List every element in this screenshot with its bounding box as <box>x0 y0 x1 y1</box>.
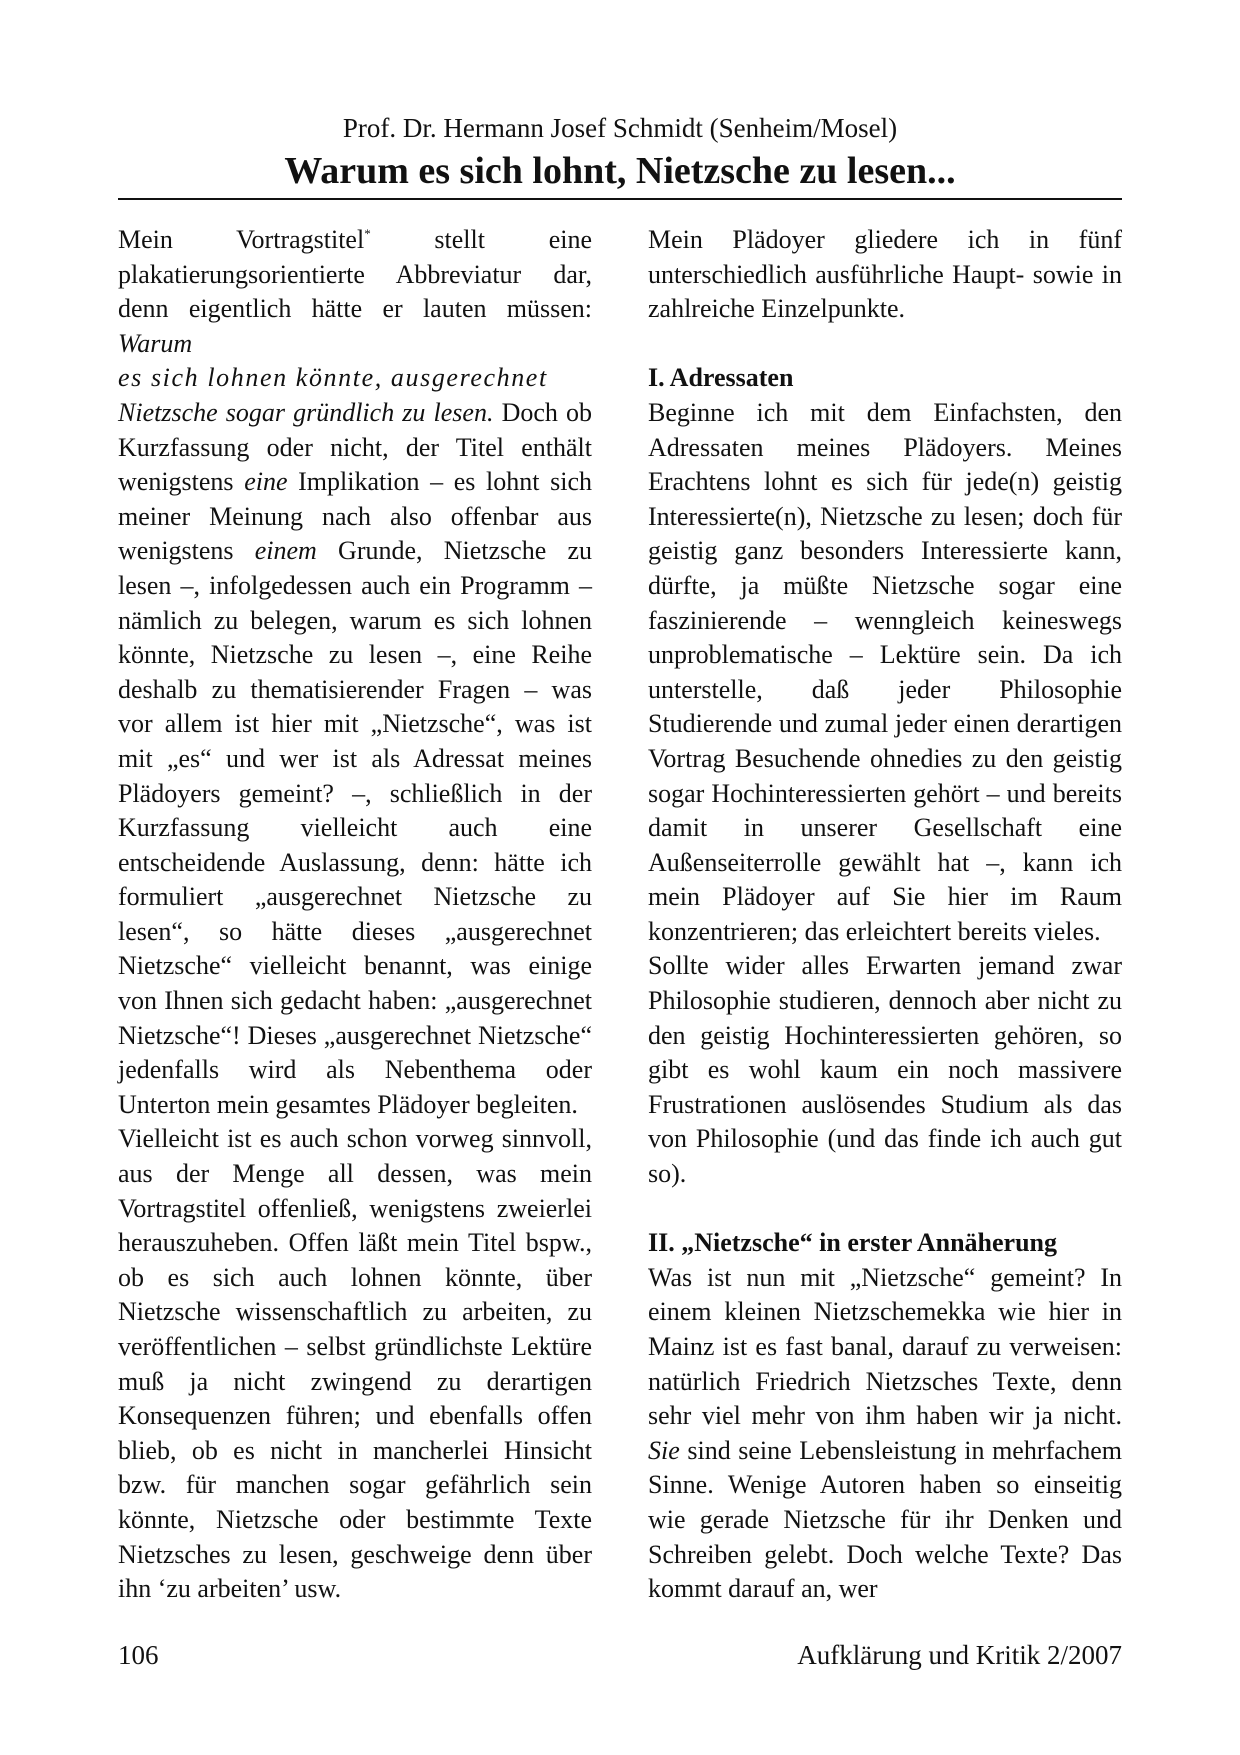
paragraph-second: Vielleicht ist es auch schon vorweg sinnvoll, aus der Menge all dessen, was mein Vortragstitel offenließ, wenigstens zweierlei herauszuheben. Offen läßt mein Titel bspw., ob es sich auch lohnen könnte, über Nietzsche wissenschaftlich zu arbeiten, zu veröffentlichen – selbst gründlichste Lektüre muß ja nicht zwingend zu derartigen Konsequenzen führen; und ebenfalls offen blieb, ob es nicht in mancherlei Hinsicht bzw. für manchen sogar gefährlich sein könnte, Nietzsche oder bestimmte Texte Nietzsches zu lesen, geschweige denn über ihn ‘zu arbeiten’ usw. <box>118 1124 592 1604</box>
page-number: 106 <box>118 1640 159 1670</box>
italic-run: Sie <box>648 1435 680 1465</box>
article-title: Warum es sich lohnt, Nietzsche zu lesen... <box>284 150 956 192</box>
title-rule <box>118 198 1122 200</box>
left-column <box>118 223 592 1607</box>
italic-run: Nietzsche sogar gründlich zu lesen. <box>118 397 494 427</box>
section-gap <box>648 1192 1122 1227</box>
running-author: Prof. Dr. Hermann Josef Schmidt (Senheim/Mosel) <box>342 113 898 143</box>
paragraph-adressaten-1: Beginne ich mit dem Einfachsten, den Adressaten meines Plädoyers. Meines Erachtens lohnt es sich für jede(n) geistig Interessierte(n), Nietzsche zu lesen; doch für geistig ganz besonders Interessierte kann, dürfte, ja müßte Nietzsche sogar eine faszinierende – wenngleich keineswegs unproblematische – Lektüre sein. Da ich unterstelle, daß jeder Philosophie Studierende und zumal jeder einen derartigen Vortrag Besuchende ohnedies zu den geistig sogar Hochinteressierten gehört – und bereits damit in unserer Gesellschaft eine Außenseiterrolle gewählt hat –, kann ich mein Plädoyer auf Sie hier im Raum konzentrieren; das erleichtert bereits vieles. <box>648 397 1122 946</box>
italic-run: Warum <box>118 328 193 358</box>
text-run: Mein Vortragstitel <box>118 225 365 254</box>
journal-name: Aufklärung und Kritik 2/2007 <box>797 1640 1122 1670</box>
italic-run: es sich lohnen könnte, ausgerechnet <box>118 363 548 393</box>
section-heading-adressaten: I. Adressaten <box>648 363 794 393</box>
text-run: Grunde, Nietzsche zu lesen –, infolgedessen auch ein Programm – nämlich zu belegen, warum es sich lohnen könnte, Nietzsche zu lesen –, eine Reihe deshalb zu thematisierender Fragen – was vor allem ist hier mit „Nietzsche“, was ist mit „es“ und wer ist als Adressat meines Plädoyers gemeint? –, schließlich in der Kurzfassung vielleicht auch eine entscheidende Auslassung, denn: hätte ich formuliert „ausgerechnet Nietzsche zu lesen“, so hätte dieses „ausgerechnet Nietzsche“ vielleicht benannt, was einige von Ihnen sich gedacht haben: „ausgerechnet Nietzsche“! Dieses „ausgerechnet Nietzsche“ jedenfalls wird als Nebenthema oder Unterton mein gesamtes Plädoyer begleiten. <box>118 536 592 1119</box>
text-run: stellt eine plakatierungsorientierte Abbreviatur dar, denn eigentlich hätte er lauten müssen: <box>118 225 592 324</box>
text-run: sind seine Lebensleistung in mehrfachem Sinne. Wenige Autoren haben so einseitig wie gerade Nietzsche für ihr Denken und Schreiben gelebt. Doch welche Texte? Das kommt darauf an, wer <box>648 1435 1122 1604</box>
paragraph-intro <box>118 223 592 1122</box>
paragraph-nietzsche <box>648 1261 1122 1607</box>
italic-run: einem <box>254 536 317 566</box>
italic-run: eine <box>244 467 288 497</box>
footnote-marker: * <box>364 226 371 241</box>
text-run: Doch ob Kurzfassung oder nicht, der Titel enthält wenigstens <box>118 397 592 497</box>
right-column <box>648 223 1122 1607</box>
paragraph-outline: Mein Plädoyer gliedere ich in fünf unterschiedlich ausführliche Haupt- sowie in zahlreiche Einzelpunkte. <box>648 225 1122 324</box>
paragraph-adressaten-2: Sollte wider alles Erwarten jemand zwar Philosophie studieren, dennoch aber nicht zu den geistig Hochinteressierten gehören, so gibt es wohl kaum ein noch massivere Frustrationen auslösendes Studium als das von Philosophie (und das finde ich auch gut so). <box>648 951 1122 1189</box>
text-run: Was ist nun mit „Nietzsche“ gemeint? In einem kleinen Nietzschemekka wie hier in Mainz ist es fast banal, darauf zu verweisen: natürlich Friedrich Nietzsches Texte, denn sehr viel mehr von ihm haben wir ja nicht. <box>648 1262 1122 1431</box>
section-heading-nietzsche: II. „Nietzsche“ in erster Annäherung <box>648 1228 1058 1258</box>
text-run: Implikation – es lohnt sich meiner Meinung nach also offenbar aus wenigstens <box>118 467 592 566</box>
section-gap <box>648 327 1122 362</box>
